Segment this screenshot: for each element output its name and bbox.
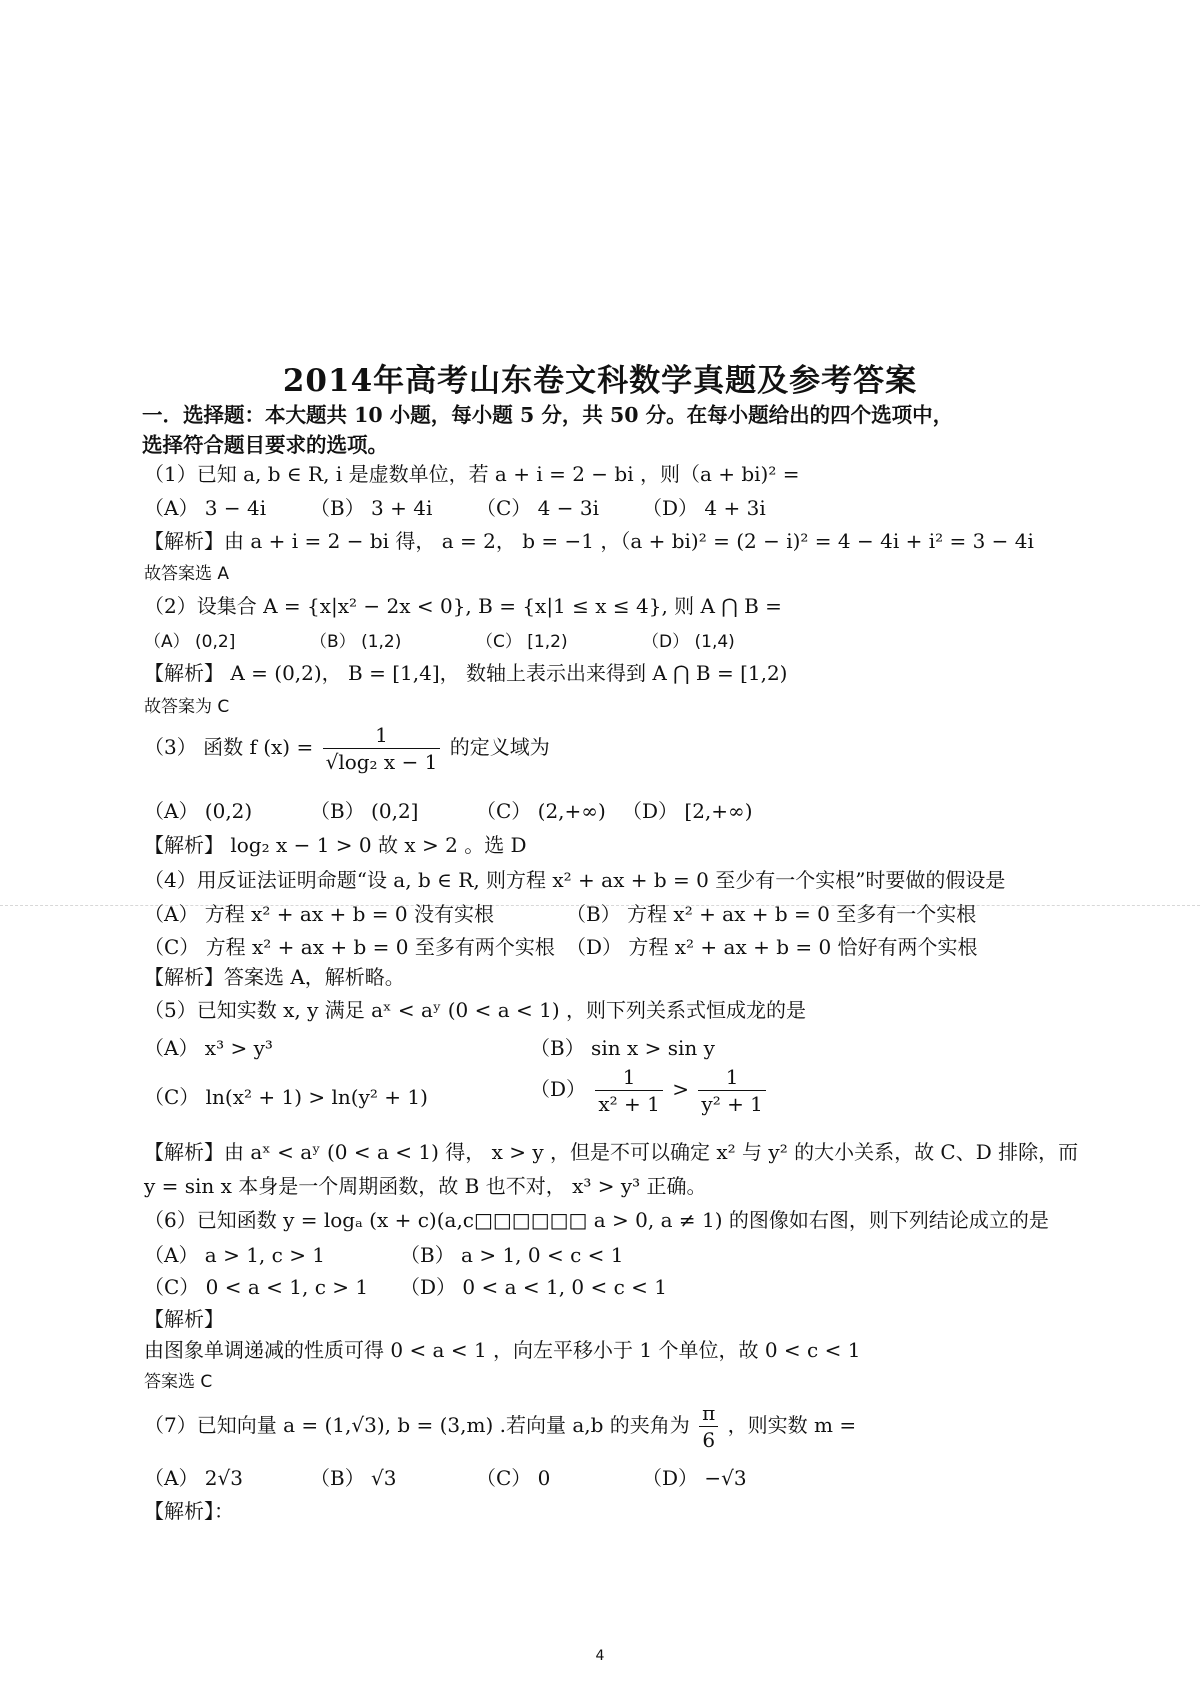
q5-d-greater-than: > (672, 1077, 690, 1101)
q5-d-numerator-right: 1 (698, 1064, 766, 1091)
q6-option-d: （D） 0 < a < 1, 0 < c < 1 (400, 1275, 668, 1299)
question-1: （1）已知 a, b ∈ R, i 是虚数单位，若 a + i = 2 − bi ，则（a + bi)² = (144, 462, 800, 486)
q5-option-c: （C） ln(x² + 1) > ln(y² + 1) (144, 1085, 428, 1109)
q1-option-c: （C） 4 − 3i (476, 496, 599, 520)
document-title: 2014年高考山东卷文科数学真题及参考答案 (282, 363, 918, 399)
q3-solution: 【解析】 log₂ x − 1 > 0 故 x > 2 。选 D (144, 833, 527, 857)
section-heading-line2: 选择符合题目要求的选项。 (142, 433, 388, 457)
q3-radicand: log₂ x − 1 (338, 750, 438, 774)
q3-option-c: （C） (2,+∞) (476, 799, 606, 823)
q7-suffix: ，则实数 m = (727, 1413, 857, 1437)
q7-prefix: （7）已知向量 a = (1,√3), b = (3,m) .若向量 a,b 的夹角为 (144, 1413, 690, 1437)
q2-answer: 故答案为 C (144, 697, 230, 717)
section-heading-line1: 一．选择题：本大题共 10 小题，每小题 5 分，共 50 分。在每小题给出的四个选项中， (142, 403, 954, 427)
q6-option-b: （B） a > 1, 0 < c < 1 (400, 1243, 624, 1267)
q4-option-c: （C） 方程 x² + ax + b = 0 至多有两个实根 (144, 935, 555, 959)
q2-solution: 【解析】 A = (0,2)， B = [1,4]， 数轴上表示出来得到 A ⋂ B = [1,2) (144, 661, 788, 685)
question-3 (144, 722, 550, 775)
q5-d-numerator-left: 1 (595, 1064, 663, 1091)
q3-fraction (323, 722, 441, 775)
question-7 (144, 1400, 856, 1453)
q6-answer: 答案选 C (144, 1372, 213, 1392)
q5-option-d (530, 1064, 769, 1117)
question-2: （2）设集合 A = {x|x² − 2x < 0}, B = {x|1 ≤ x ≤ 4}, 则 A ⋂ B = (144, 594, 782, 618)
q5-option-b: （B） sin x > sin y (530, 1036, 715, 1060)
q5-d-denominator-right: y² + 1 (701, 1092, 763, 1116)
q6-option-c: （C） 0 < a < 1, c > 1 (144, 1275, 369, 1299)
q5-d-fraction-right (698, 1064, 766, 1117)
q7-denominator: 6 (702, 1428, 716, 1452)
q7-solution: 【解析】： (144, 1499, 234, 1523)
q4-option-b: （B） 方程 x² + ax + b = 0 至多有一个实根 (566, 902, 977, 926)
q1-option-d: （D） 4 + 3i (642, 496, 766, 520)
q7-option-d: （D） −√3 (642, 1466, 747, 1490)
q7-option-c: （C） 0 (476, 1466, 551, 1490)
q2-option-c: （C） [1,2) (476, 632, 568, 652)
q1-option-a: （A） 3 − 4i (144, 496, 267, 520)
q2-option-a: （A） (0,2] (144, 632, 236, 652)
q7-numerator: π (699, 1400, 718, 1427)
q3-option-b: （B） (0,2] (310, 799, 419, 823)
q3-option-a: （A） (0,2) (144, 799, 253, 823)
q2-option-b: （B） (1,2) (310, 632, 402, 652)
question-5: （5）已知实数 x, y 满足 aˣ < aʸ (0 < a < 1) ，则下列关系式恒成龙的是 (144, 998, 806, 1022)
q5-option-a: （A） x³ > y³ (144, 1036, 273, 1060)
q5-d-denominator-left: x² + 1 (598, 1092, 660, 1116)
q3-prefix: （3） 函数 f (x) = (144, 735, 314, 759)
q5-solution-line2: y = sin x 本身是一个周期函数，故 B 也不对， x³ > y³ 正确。 (144, 1174, 707, 1198)
q6-option-a: （A） a > 1, c > 1 (144, 1243, 326, 1267)
q5-d-fraction-left (595, 1064, 663, 1117)
q5-solution-line1: 【解析】由 aˣ < aʸ (0 < a < 1) 得， x > y ，但是不可以确定 x² 与 y² 的大小关系，故 C、D 排除，而 (144, 1140, 1079, 1164)
q3-option-d: （D） [2,+∞) (622, 799, 753, 823)
q6-solution-text: 由图象单调递减的性质可得 0 < a < 1 ，向左平移小于 1 个单位，故 0 < c < 1 (144, 1338, 861, 1362)
question-6: （6）已知函数 y = logₐ (x + c)(a,c□□□□□□ a > 0, a ≠ 1) 的图像如右图，则下列结论成立的是 (144, 1208, 1049, 1232)
q2-option-d: （D） (1,4) (642, 632, 735, 652)
q7-option-a: （A） 2√3 (144, 1466, 243, 1490)
q7-option-b: （B） √3 (310, 1466, 397, 1490)
question-4: （4）用反证法证明命题“设 a, b ∈ R, 则方程 x² + ax + b = 0 至少有一个实根”时要做的假设是 (144, 868, 1006, 892)
q6-solution-heading: 【解析】 (144, 1307, 224, 1331)
q4-option-a: （A） 方程 x² + ax + b = 0 没有实根 (144, 902, 494, 926)
q3-suffix: 的定义域为 (449, 735, 550, 759)
q1-solution: 【解析】由 a + i = 2 − bi 得， a = 2， b = −1 ，（a + bi)² = (2 − i)² = 4 − 4i + i² = 3 − 4i (144, 529, 1034, 553)
q3-denominator: √log₂ x − 1 (325, 750, 438, 774)
q1-answer: 故答案选 A (144, 564, 230, 584)
q3-numerator: 1 (323, 722, 441, 749)
q4-solution: 【解析】答案选 A，解析略。 (144, 965, 405, 989)
q5-d-prefix: （D） (530, 1077, 587, 1101)
q4-option-d: （D） 方程 x² + ax + b = 0 恰好有两个实根 (566, 935, 978, 959)
q1-option-b: （B） 3 + 4i (310, 496, 433, 520)
q7-fraction (699, 1400, 718, 1453)
page-number: 4 (595, 1648, 605, 1664)
